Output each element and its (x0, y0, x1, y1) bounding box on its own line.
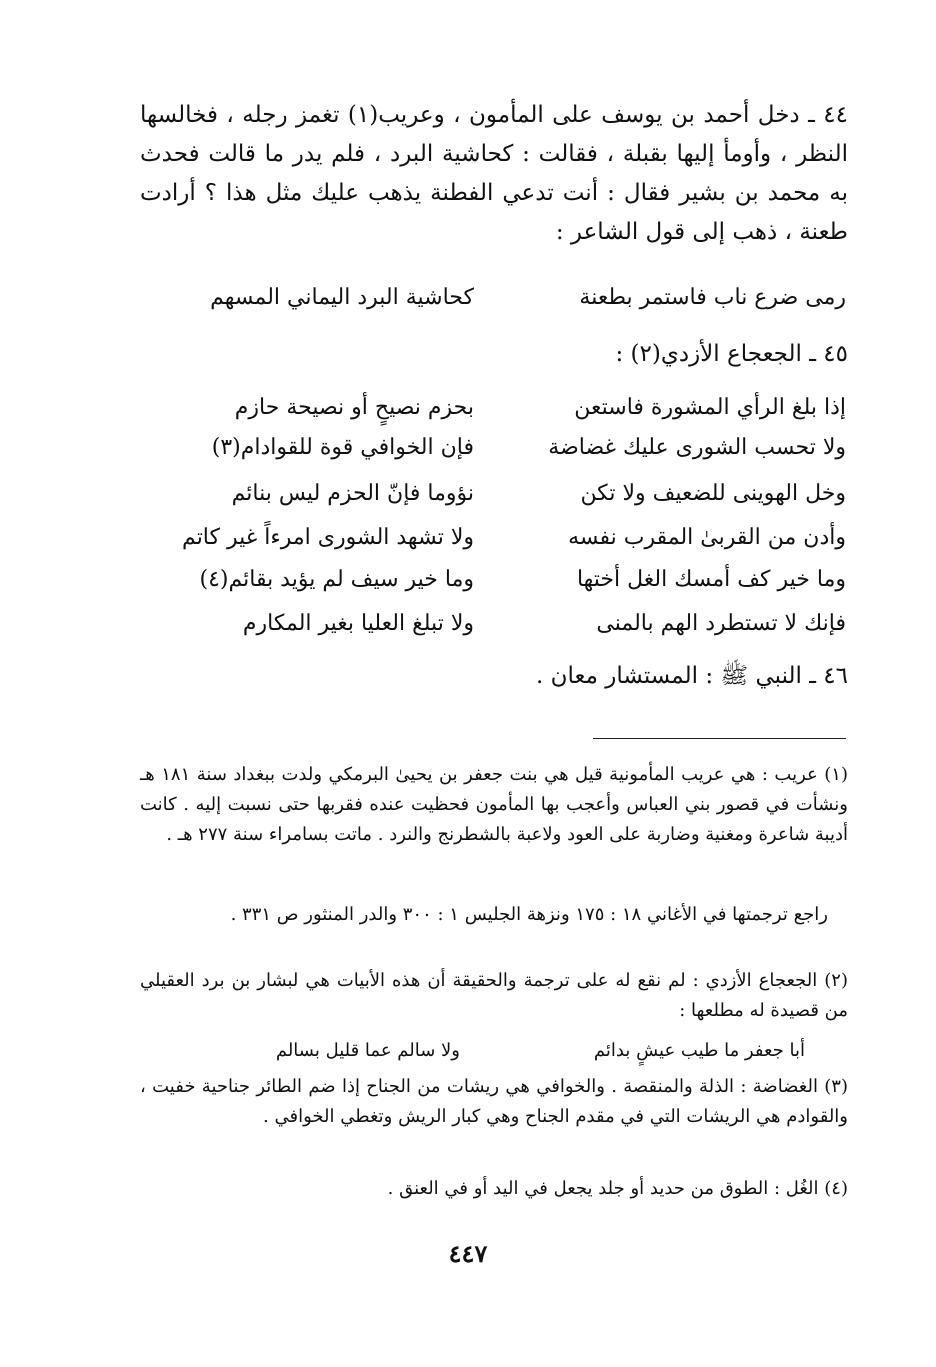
footnote-1: (١) عريب : هي عريب المأمونية قيل هي بنت جعفر بن يحيىٰ البرمكي ولدت ببغداد سنة ١٨١ هـ ونشأت في قصور بني العباس وأعجب بها المأمون فحظيت عنده فقربها حتى نسبت إليه . كانت أديبة شاعرة ومغنية وضاربة على العود ولاعبة بالشطرنج والنرد . ماتت بسامراء سنة ٢٧٧ هـ . (140, 764, 848, 845)
footnote-4: (٤) الغُل : الطوق من حديد أو جلد يجعل في اليد أو في العنق . (387, 1178, 848, 1199)
heading-46: ٤٦ ـ النبي ﷺ : المستشار معان . (535, 663, 848, 689)
verse-hemistich-second: ولا سالم عما قليل بسالم (275, 1040, 460, 1061)
verse-hemistich-first: رمى ضرع ناب فاستمر بطعنة (579, 285, 846, 310)
verse-hemistich-second: كحاشية البرد اليماني المسهم (210, 285, 474, 310)
verse-hemistich-second: بحزم نصيحٍ أو نصيحة حازم (234, 395, 474, 420)
verse-hemistich-first: وأدن من القربىٰ المقرب نفسه (568, 525, 846, 550)
verse-hemistich-second: ولا تبلغ العليا بغير المكارم (242, 611, 474, 636)
verse-hemistich-second: فإن الخوافي قوة للقوادام(٣) (211, 435, 474, 460)
heading-45: ٤٥ ـ الجعجاع الأزدي(٢) : (615, 341, 848, 367)
footnote-2-verse (150, 1036, 805, 1066)
page-number: ٤٤٧ (448, 1239, 488, 1268)
verse-45-6 (150, 604, 846, 644)
verse-hemistich-first: أبا جعفر ما طيب عيشٍ بدائم (593, 1040, 805, 1061)
verse-hemistich-first: ولا تحسب الشورى عليك غضاضة (548, 435, 846, 460)
verse-45-1 (150, 388, 846, 428)
verse-hemistich-second: نؤوما فإنّ الحزم ليس بنائم (231, 481, 474, 506)
verse-hemistich-first: فإنك لا تستطرد الهم بالمنى (596, 611, 846, 636)
verse-45-3 (150, 474, 846, 514)
anecdote-44: ٤٤ ـ دخل أحمد بن يوسف على المأمون ، وعريب(١) تغمز رجله ، فخالسها النظر ، وأومأ إليها بقبلة ، فقالت : كحاشية البرد ، فلم يدر ما قالت فحدث به محمد بن بشير فقال : أنت تدعي الفطنة يذهب عليك مثل هذا ؟ أرادت طعنة ، ذهب إلى قول الشاعر : (140, 102, 848, 245)
verse-hemistich-first: وخل الهوينى للضعيف ولا تكن (580, 481, 846, 506)
verse-44 (150, 278, 846, 318)
verse-45-5 (150, 560, 846, 600)
footnote-1-references: راجع ترجمتها في الأغاني ١٨ : ١٧٥ ونزهة الجليس ١ : ٣٠٠ والدر المنثور ص ٣٣١ . (230, 904, 828, 925)
footnote-separator (593, 738, 846, 739)
verse-45-2 (150, 428, 846, 468)
footnote-3: (٣) الغضاضة : الذلة والمنقصة . والخوافي هي ريشات من الجناح إذا ضم الطائر جناحية خفيت ، والقوادم هي الريشات التي في مقدم الجناح وهي كبار الريش وتغطي الخوافي . (140, 1076, 848, 1127)
verse-hemistich-second: وما خير سيف لم يؤيد بقائم(٤) (199, 567, 474, 592)
verse-hemistich-first: وما خير كف أمسك الغل أختها (576, 567, 846, 592)
verse-hemistich-first: إذا بلغ الرأي المشورة فاستعن (574, 395, 846, 420)
verse-hemistich-second: ولا تشهد الشورى امرءاً غير كاتم (182, 525, 474, 550)
footnote-2: (٢) الجعجاع الأزدي : لم نقع له على ترجمة والحقيقة أن هذه الأبيات هي لبشار بن برد العقيلي من قصيدة له مطلعها : (140, 970, 848, 1021)
verse-45-4 (150, 518, 846, 558)
